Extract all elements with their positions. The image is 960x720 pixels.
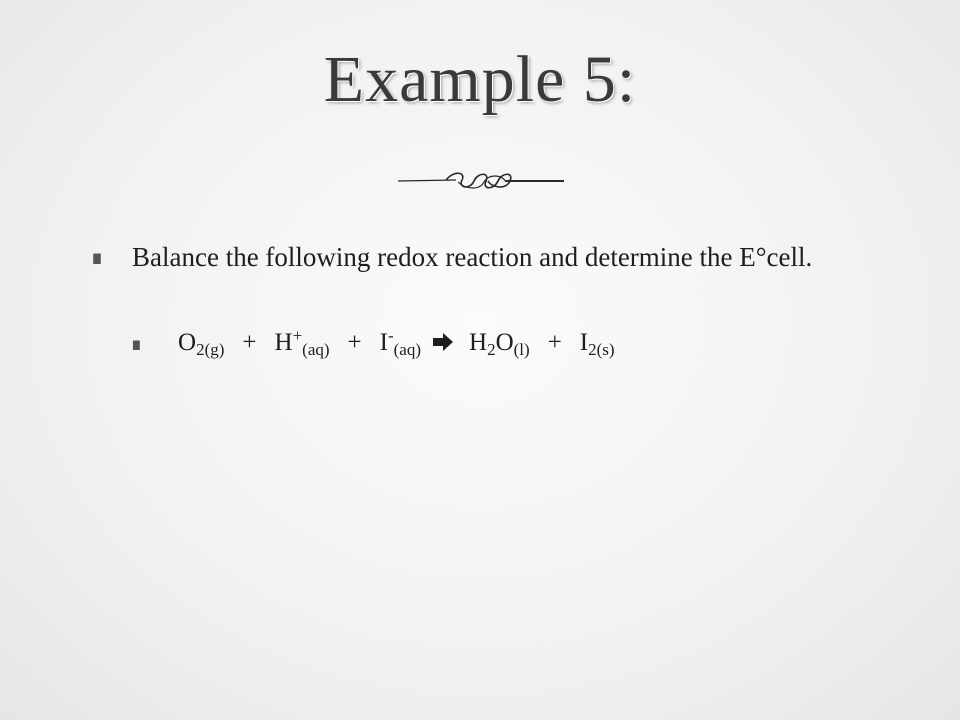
plus-sign: + <box>547 329 562 356</box>
reactant-hydrogen-ion: $H^+_{(aq)}$ <box>274 326 330 359</box>
plus-sign: + <box>242 329 257 356</box>
product-water: $H_2O_{(l)}$ <box>469 329 530 359</box>
slide-title: Example 5: <box>323 43 637 116</box>
reactant-iodide-ion: $I^-_{(aq)}$ <box>379 326 422 359</box>
redox-equation <box>178 326 615 360</box>
product-iodine: $I_{2(s)}$ <box>579 329 615 359</box>
bullet-item <box>90 240 870 274</box>
bullet-text: Balance the following redox reaction and determine the E°cell. <box>132 242 813 272</box>
plus-sign: + <box>347 329 362 356</box>
curly-bullet-icon: ∎ <box>90 244 104 269</box>
equation-item <box>130 326 850 360</box>
curly-bullet-icon: ∎ <box>130 333 143 355</box>
flourish-ornament-icon <box>396 166 566 196</box>
reactant-oxygen: $O_{2(g)}$ <box>178 329 225 359</box>
reaction-arrow-icon <box>431 332 455 352</box>
